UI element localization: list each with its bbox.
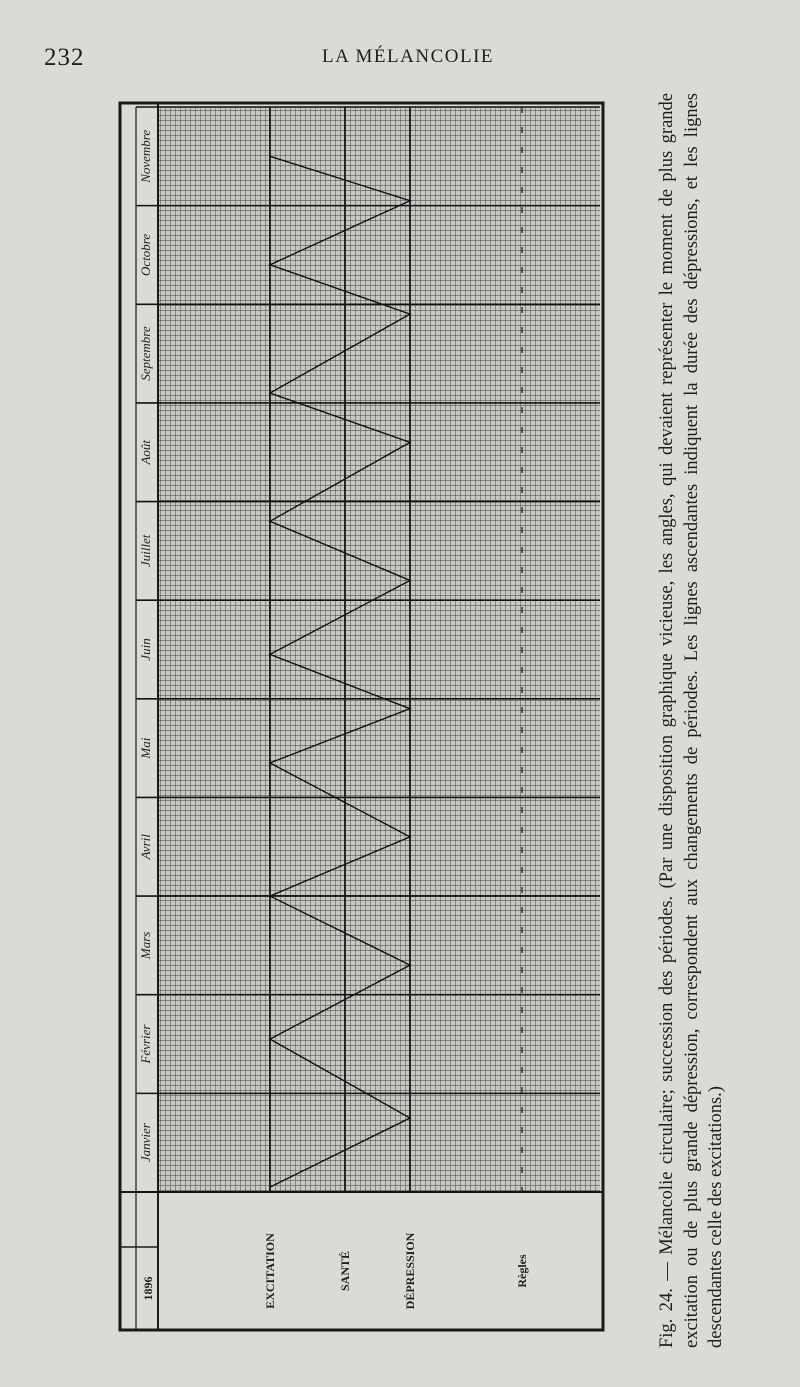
series-vertex (409, 442, 411, 444)
series-vertex (409, 836, 411, 838)
series-vertex (409, 1117, 411, 1119)
series-vertex (409, 200, 411, 202)
series-vertex (269, 654, 271, 656)
fine-grid (158, 107, 600, 1192)
month-label: Octobre (138, 233, 153, 277)
year-label: 1896 (141, 1276, 155, 1301)
level-label: DÉPRESSION (403, 1232, 417, 1310)
month-label: Mars (138, 931, 153, 960)
month-label: Avril (138, 834, 153, 860)
series-vertex (269, 264, 271, 266)
month-label: Août (138, 439, 153, 465)
series-vertex (409, 313, 411, 315)
level-label: EXCITATION (263, 1233, 277, 1309)
series-vertex (269, 1038, 271, 1040)
month-label: Février (138, 1024, 153, 1064)
series-vertex (269, 156, 271, 158)
series-vertex (409, 964, 411, 966)
series-vertex (269, 762, 271, 764)
page-number: 232 (44, 44, 85, 71)
figure-caption: Fig. 24. — Mélancolie circulaire; succession des périodes. (Par une disposition graphique vicieuse, les angles, qui devaient représenter le moment de plus grande excitation ou de plus grande dépression, correspondent aux changements de périodes. Les lignes ascendantes indiquent la durée des dépressions, et les lignes descendantes celle des excitations.) (657, 93, 726, 1348)
month-label: Janvier (138, 1123, 153, 1163)
level-label: Règles (515, 1254, 529, 1288)
series-vertex (409, 708, 411, 710)
month-label: Juillet (138, 534, 153, 568)
month-label: Mai (138, 737, 153, 759)
month-label: Novembre (138, 129, 153, 183)
month-label: Septembre (138, 326, 153, 381)
level-label: SANTÉ (338, 1250, 352, 1292)
series-vertex (269, 1186, 271, 1188)
series-vertex (409, 580, 411, 582)
series-vertex (269, 895, 271, 897)
series-vertex (269, 392, 271, 394)
running-title: LA MÉLANCOLIE (322, 46, 495, 67)
series-vertex (269, 520, 271, 522)
month-label: Juin (138, 638, 153, 661)
